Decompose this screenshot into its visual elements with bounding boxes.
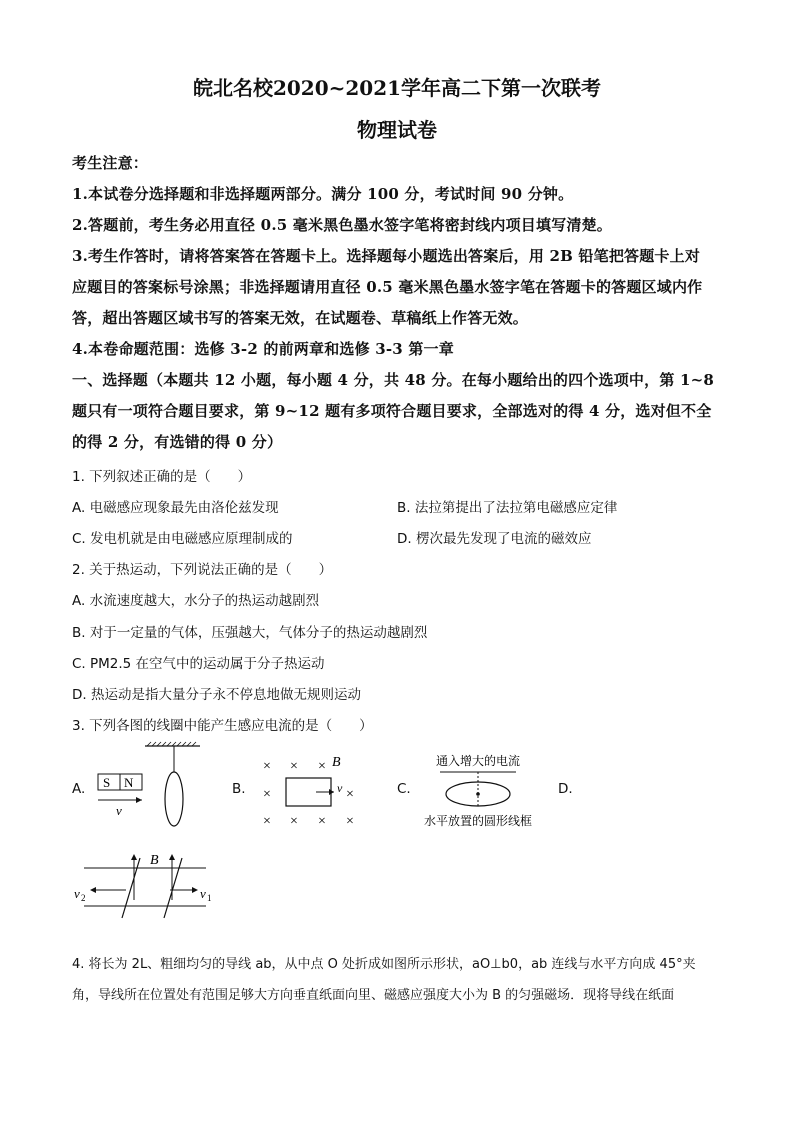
q4-line-2: 角，导线所在位置处有范围足够大方向垂直纸面向里、磁感应强度大小为 B 的匀强磁场．现将导线在纸面 [72,988,675,1003]
notice-line-3a: 3.考生作答时，请将答案答在答题卡上。选择题每小题选出答案后，用 2B 铅笔把答题卡上对 [72,247,701,265]
notice-line-1: 1.本试卷分选择题和非选择题两部分。满分 100 分，考试时间 90 分钟。 [72,185,574,203]
q2-option-b: B. 对于一定量的气体，压强越大，气体分子的热运动越剧烈 [72,625,428,641]
q1-option-c: C. 发电机就是由电磁感应原理制成的 [72,531,293,547]
field-cross: × [290,759,298,774]
page-title: 皖北名校2020~2021学年高二下第一次联考 [192,76,602,100]
q1-option-d: D. 楞次最先发现了电流的磁效应 [397,531,592,547]
q3-option-d-label: D. [558,781,573,797]
q3-option-b-label: B. [232,781,246,797]
magnet-n-label: N [124,775,134,790]
q1-option-b: B. 法拉第提出了法拉第电磁感应定律 [397,500,618,516]
q3-figure-b [258,752,368,832]
rod-1-velocity-subscript: 1 [207,893,212,903]
rod-2-velocity-subscript: 2 [81,893,86,903]
magnet-s-label: S [103,775,111,790]
q3-option-a-label: A. [72,781,86,797]
q3-stem: 3. 下列各图的线圈中能产生感应电流的是（ ） [72,718,373,734]
q3-option-c-label: C. [397,781,411,797]
increasing-current-label: 通入增大的电流 [435,754,521,768]
rod-2-velocity-label: v [74,886,80,901]
horizontal-frame-label: 水平放置的圆形线框 [423,814,533,828]
q3-figure-d [72,846,222,926]
notice-line-3c: 答，超出答题区域书写的答案无效，在试题卷、草稿纸上作答无效。 [72,309,529,327]
q2-option-c: C. PM2.5 在空气中的运动属于分子热运动 [72,656,325,672]
q3-figure-c [418,752,538,832]
notice-line-3b: 应题目的答案标号涂黑；非选择题请用直径 0.5 毫米黑色墨水签字笔在答题卡的答题区域内作 [72,278,703,296]
field-cross: × [263,787,271,802]
notice-line-2: 2.答题前，考生务必用直径 0.5 毫米黑色墨水签字笔将密封线内项目填写清楚。 [72,216,613,234]
field-b-label: B [332,755,341,770]
loop-velocity-label: v [337,781,343,795]
q2-option-a: A. 水流速度越大，水分子的热运动越剧烈 [72,593,320,609]
q2-stem: 2. 关于热运动，下列说法正确的是（ ） [72,562,333,578]
q2-option-d: D. 热运动是指大量分子永不停息地做无规则运动 [72,687,361,703]
field-cross: × [318,814,326,829]
magnet-velocity-label: v [116,803,122,818]
q3-figure-a [90,742,210,832]
field-cross: × [263,759,271,774]
field-cross: × [318,759,326,774]
field-cross: × [290,814,298,829]
section-1-line-3: 的得 2 分，有选错的得 0 分） [72,433,283,451]
section-1-line-2: 题只有一项符合题目要求，第 9~12 题有多项符合题目要求，全部选对的得 4 分，选对但不全 [72,402,712,420]
section-1-line-1: 一、选择题（本题共 12 小题，每小题 4 分，共 48 分。在每小题给出的四个选项中，第 1~8 [72,371,714,389]
field-cross: × [346,787,354,802]
field-cross: × [346,814,354,829]
field-cross: × [263,814,271,829]
notice-line-4: 4.本卷命题范围：选修 3-2 的前两章和选修 3-3 第一章 [72,340,454,358]
rod-1-velocity-label: v [200,886,206,901]
q1-option-a: A. 电磁感应现象最先由洛伦兹发现 [72,500,279,516]
page-subtitle: 物理试卷 [357,118,437,142]
q4-line-1: 4. 将长为 2L、粗细均匀的导线 ab，从中点 O 处折成如图所示形状，aO⊥b0，ab 连线与水平方向成 45°夹 [72,957,696,972]
rails-b-label: B [150,853,159,868]
notice-heading: 考生注意： [72,154,149,172]
q1-stem: 1. 下列叙述正确的是（ ） [72,469,252,485]
